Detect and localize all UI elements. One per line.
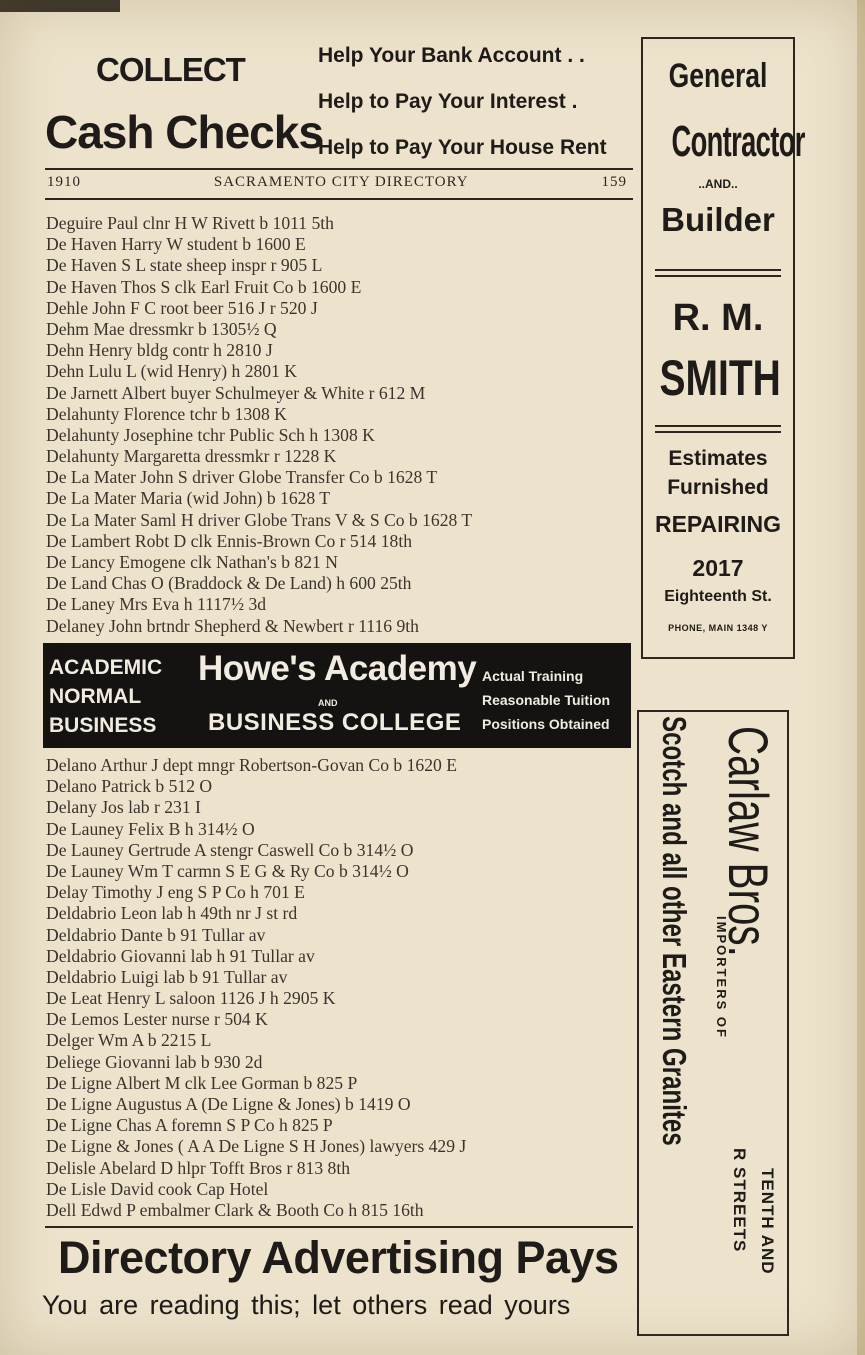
list-item: Dehm Mae dressmkr b 1305½ Q bbox=[46, 318, 277, 339]
running-head bbox=[47, 174, 627, 191]
howe-left-item: NORMAL bbox=[49, 685, 142, 708]
howe-left-column bbox=[49, 653, 162, 740]
list-item: Deguire Paul clnr H W Rivett b 1011 5th bbox=[46, 213, 334, 233]
importers-text: IMPORTERS OF bbox=[714, 916, 729, 1039]
list-item: De La Mater Maria (wid John) b 1628 T bbox=[46, 488, 331, 509]
repairing-text: REPAIRING bbox=[654, 511, 782, 537]
list-item: De Ligne & Jones ( A A De Ligne S H Jones) lawyers 429 J bbox=[46, 1136, 467, 1157]
list-item: Dehn Lulu L (wid Henry) h 2801 K bbox=[46, 361, 297, 382]
list-item: De La Mater Saml H driver Globe Trans V & S Co b 1628 T bbox=[46, 509, 473, 530]
list-item: Delahunty Josephine tchr Public Sch h 1308 K bbox=[46, 424, 375, 445]
builder-text: Builder bbox=[661, 201, 775, 238]
collect-text: COLLECT bbox=[96, 51, 245, 88]
running-head-rule bbox=[45, 198, 633, 200]
list-item: Delany Jos lab r 231 I bbox=[46, 797, 201, 818]
header-rule bbox=[45, 168, 633, 170]
howe-right-item: Positions Obtained bbox=[482, 716, 610, 732]
list-item: Delay Timothy J eng S P Co h 701 E bbox=[46, 882, 305, 903]
howe-and: AND bbox=[318, 698, 338, 708]
list-item: Deldabrio Giovanni lab h 91 Tullar av bbox=[46, 945, 315, 966]
list-item: Deldabrio Dante b 91 Tullar av bbox=[46, 924, 266, 945]
entries-top bbox=[46, 213, 636, 637]
list-item: De Lemos Lester nurse r 504 K bbox=[46, 1009, 268, 1030]
howe-right-column bbox=[482, 664, 610, 736]
list-item: Deldabrio Leon lab h 49th nr J st rd bbox=[46, 903, 298, 924]
general-text: General bbox=[668, 57, 768, 95]
granites-text: Scotch and all other Eastern Granites bbox=[656, 716, 693, 1146]
help-lines bbox=[318, 40, 638, 178]
list-item: De Lambert Robt D clk Ennis-Brown Co r 514 18th bbox=[46, 530, 412, 551]
list-item: Delger Wm A b 2215 L bbox=[46, 1030, 212, 1051]
list-item: Deliege Giovanni lab b 930 2d bbox=[46, 1051, 263, 1072]
street-number: 2017 bbox=[692, 555, 744, 581]
list-item: De Lisle David cook Cap Hotel bbox=[46, 1178, 269, 1199]
list-item: De Haven S L state sheep inspr r 905 L bbox=[46, 255, 323, 276]
carlaw-name: Carlaw Bros. bbox=[717, 726, 780, 957]
carlaw-bros-ad bbox=[637, 710, 789, 1336]
list-item: De Launey Felix B h 314½ O bbox=[46, 818, 255, 839]
help-line: Help to Pay Your House Rent bbox=[318, 136, 607, 159]
list-item: De Haven Harry W student b 1600 E bbox=[46, 234, 306, 255]
list-item: De Lancy Emogene clk Nathan's b 821 N bbox=[46, 552, 338, 572]
howe-left-item: ACADEMIC bbox=[49, 656, 163, 679]
estimates-text: Estimates bbox=[668, 447, 768, 470]
list-item: De Ligne Chas A foremn S P Co h 825 P bbox=[46, 1115, 333, 1136]
street-name: Eighteenth St. bbox=[664, 588, 772, 605]
list-item: De Laney Mrs Eva h 1117½ 3d bbox=[46, 594, 267, 615]
list-item: Delisle Abelard D hlpr Tofft Bros r 813 8th bbox=[46, 1157, 351, 1178]
list-item: Delahunty Florence tchr b 1308 K bbox=[46, 403, 287, 424]
help-line: Help to Pay Your Interest . bbox=[318, 90, 578, 113]
list-item: Delaney John brtndr Shepherd & Newbert r 1116 9th bbox=[46, 615, 419, 636]
howe-title: Howe's Academy bbox=[198, 649, 477, 688]
list-item: De Ligne Albert M clk Lee Gorman b 825 P bbox=[46, 1072, 358, 1093]
list-item: De Jarnett Albert buyer Schulmeyer & White r 612 M bbox=[46, 382, 426, 403]
directory-advertising-tagline: You are reading this; let others read yours bbox=[42, 1290, 571, 1320]
list-item: De Launey Wm T carmn S E G & Ry Co b 314½ O bbox=[46, 860, 409, 881]
directory-advertising-headline: Directory Advertising Pays bbox=[58, 1232, 619, 1283]
double-rule bbox=[655, 425, 781, 433]
address-line-1: TENTH AND bbox=[758, 1168, 777, 1275]
collect-ad bbox=[40, 45, 323, 165]
list-item: De Launey Gertrude A stengr Caswell Co b 314½ O bbox=[46, 839, 414, 860]
smith-text: SMITH bbox=[659, 350, 781, 406]
list-item: Delahunty Margaretta dressmkr r 1228 K bbox=[46, 446, 337, 467]
list-item: Deldabrio Luigi lab b 91 Tullar av bbox=[46, 966, 288, 987]
footer-rule bbox=[45, 1226, 633, 1228]
howe-left-item: BUSINESS bbox=[49, 714, 157, 737]
cash-checks-text: Cash Checks bbox=[45, 106, 323, 158]
help-line: Help Your Bank Account . . bbox=[318, 44, 585, 67]
list-item: De Haven Thos S clk Earl Fruit Co b 1600 E bbox=[46, 276, 362, 297]
howe-right-item: Reasonable Tuition bbox=[482, 692, 611, 708]
contractor-text: Contractor bbox=[671, 117, 805, 166]
howe-right-item: Actual Training bbox=[482, 668, 584, 684]
list-item: De La Mater John S driver Globe Transfer Co b 1628 T bbox=[46, 467, 438, 488]
year: 1910 bbox=[47, 174, 81, 190]
list-item: Dehle John F C root beer 516 J r 520 J bbox=[46, 297, 318, 318]
list-item: Delano Patrick b 512 O bbox=[46, 776, 213, 797]
contractor-ad bbox=[641, 37, 805, 659]
furnished-text: Furnished bbox=[667, 476, 769, 499]
phone-text: PHONE, MAIN 1348 Y bbox=[668, 623, 768, 633]
list-item: Dehn Henry bldg contr h 2810 J bbox=[46, 340, 273, 361]
address-line-2: R STREETS bbox=[730, 1148, 749, 1253]
rm-text: R. M. bbox=[672, 297, 764, 339]
carlaw-rotated-content bbox=[639, 712, 787, 1334]
howe-subtitle: BUSINESS COLLEGE bbox=[208, 709, 462, 736]
list-item: De Leat Henry L saloon 1126 J h 2905 K bbox=[46, 988, 336, 1009]
entries-bottom bbox=[46, 755, 636, 1221]
double-rule bbox=[655, 269, 781, 277]
list-item: De Ligne Augustus A (De Ligne & Jones) b 1419 O bbox=[46, 1094, 411, 1114]
howes-academy-ad bbox=[43, 643, 631, 748]
directory-title: SACRAMENTO CITY DIRECTORY bbox=[213, 174, 469, 190]
page-number: 159 bbox=[601, 174, 627, 190]
and-text: ..AND.. bbox=[698, 177, 738, 191]
list-item: Delano Arthur J dept mngr Robertson-Govan Co b 1620 E bbox=[46, 755, 457, 775]
page-edge bbox=[857, 0, 865, 1355]
page-corner-shadow bbox=[0, 0, 120, 12]
list-item: Dell Edwd P embalmer Clark & Booth Co h 815 16th bbox=[46, 1199, 424, 1220]
list-item: De Land Chas O (Braddock & De Land) h 600 25th bbox=[46, 573, 412, 594]
